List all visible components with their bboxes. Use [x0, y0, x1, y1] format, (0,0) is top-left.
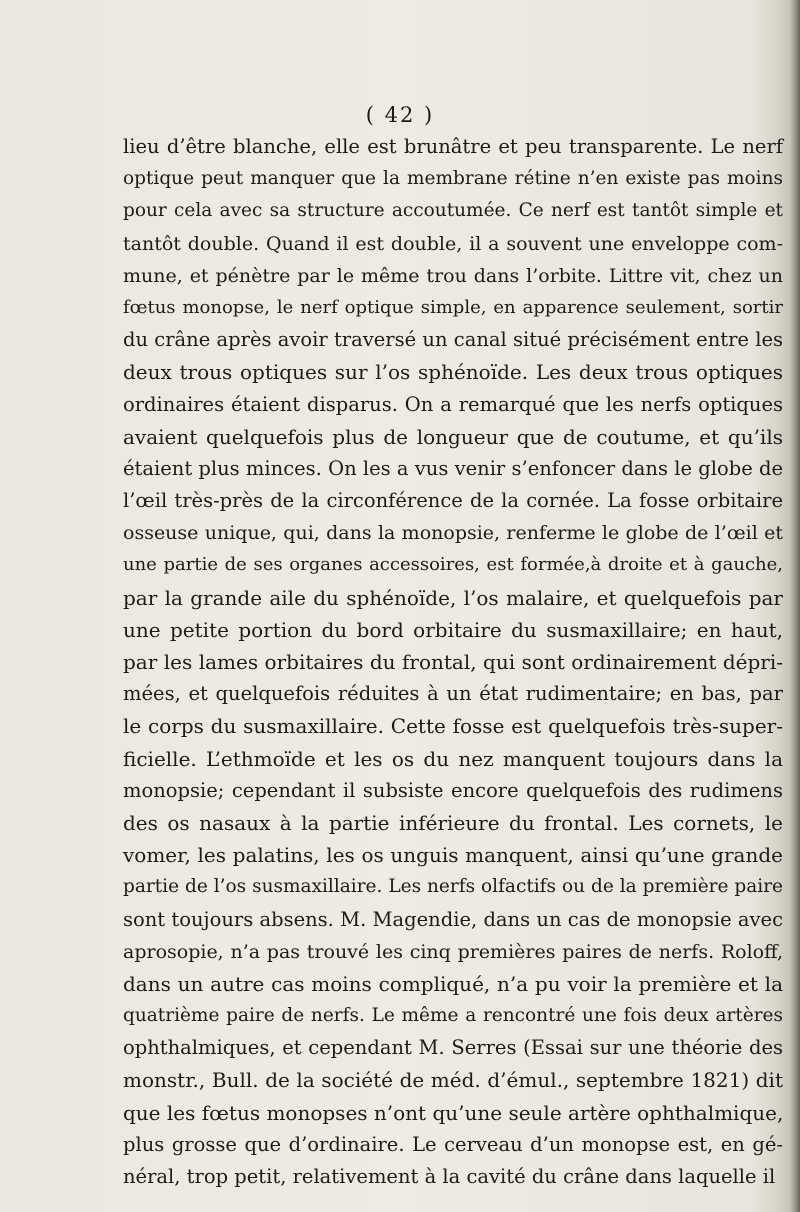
text-line: tantôt double. Quand il est double, il a souvent une enveloppe com-	[123, 232, 783, 255]
text-line: du crâne après avoir traversé un canal situé précisément entre les	[123, 328, 783, 352]
text-line: partie de l’os susmaxillaire. Les nerfs olfactifs ou de la première paire	[123, 876, 783, 898]
text-line: néral, trop petit, relativement à la cavité du crâne dans laquelle il	[123, 1165, 776, 1188]
text-line: par les lames orbitaires du frontal, qui sont ordinairement dépri-	[123, 650, 783, 674]
text-line: monopsie; cependant il subsiste encore quelquefois des rudimens	[123, 778, 783, 802]
text-line: mune, et pénètre par le même trou dans l’orbite. Littre vit, chez un	[123, 264, 783, 287]
text-line: aprosopie, n’a pas trouvé les cinq premières paires de nerfs. Roloff,	[123, 940, 783, 963]
text-line: sont toujours absens. M. Magendie, dans un cas de monopsie avec	[123, 907, 783, 931]
text-line: une partie de ses organes accessoires, est formée,à droite et à gauche,	[123, 554, 783, 576]
text-line: vomer, les palatins, les os unguis manquent, ainsi qu’une grande	[123, 843, 783, 868]
text-line: ordinaires étaient disparus. On a remarqué que les nerfs optiques	[123, 392, 783, 416]
text-line: quatrième paire de nerfs. Le même a rencontré une fois deux artères	[123, 1005, 783, 1027]
text-line: deux trous optiques sur l’os sphénoïde. Les deux trous optiques	[123, 360, 783, 385]
text-line: le corps du susmaxillaire. Cette fosse est quelquefois très-super-	[123, 714, 783, 739]
text-line: plus grosse que d’ordinaire. Le cerveau d’un monopse est, en gé-	[123, 1132, 783, 1156]
text-line: l’œil très-près de la circonférence de la cornée. La fosse orbitaire	[123, 489, 783, 513]
body-text	[123, 131, 783, 1193]
text-line: une petite portion du bord orbitaire du susmaxillaire; en haut,	[123, 617, 783, 642]
text-line: monstr., Bull. de la société de méd. d’émul., septembre 1821) dit	[123, 1068, 783, 1093]
text-line: dans un autre cas moins compliqué, n’a pu voir la première et la	[123, 971, 783, 996]
text-line: osseuse unique, qui, dans la monopsie, renferme le globe de l’œil et	[123, 522, 783, 545]
text-line: que les fœtus monopses n’ont qu’une seule artère ophthalmique,	[123, 1100, 784, 1125]
text-line: mées, et quelquefois réduites à un état rudimentaire; en bas, par	[123, 682, 783, 706]
page-edge-shadow	[790, 0, 800, 1212]
text-line: optique peut manquer que la membrane rétine n’en existe pas moins	[123, 168, 783, 190]
text-line: ophthalmiques, et cependant M. Serres (Essai sur une théorie des	[123, 1036, 783, 1060]
text-line: fœtus monopse, le nerf optique simple, en apparence seulement, sortir	[123, 296, 783, 318]
page-number: ( 42 )	[365, 103, 435, 127]
text-line: étaient plus minces. On les a vus venir s’enfoncer dans le globe de	[123, 456, 783, 480]
text-line: avaient quelquefois plus de longueur que de coutume, et qu’ils	[123, 424, 783, 449]
text-line: par la grande aile du sphénoïde, l’os malaire, et quelquefois par	[123, 585, 783, 610]
text-line: des os nasaux à la partie inférieure du frontal. Les cornets, le	[123, 810, 783, 835]
text-line: ficielle. L’ethmoïde et les os du nez manquent toujours dans la	[123, 746, 783, 771]
text-line: pour cela avec sa structure accoutumée. Ce nerf est tantôt simple et	[123, 200, 783, 222]
text-line: lieu d’être blanche, elle est brunâtre et peu transparente. Le nerf	[123, 135, 783, 158]
